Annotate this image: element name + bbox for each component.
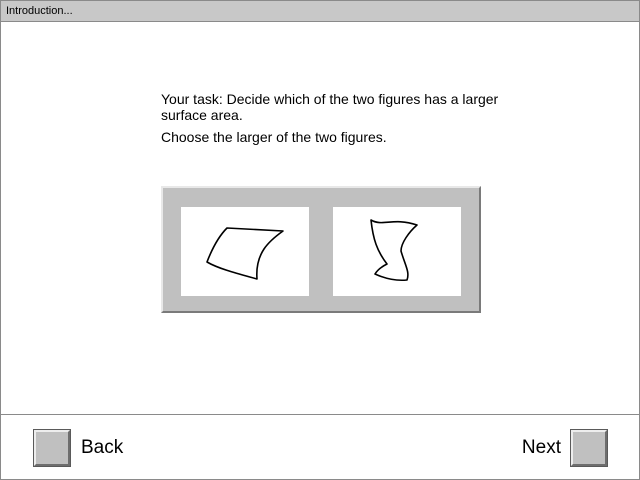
next-button[interactable] [571, 430, 607, 466]
task-prompt: Choose the larger of the two figures. [161, 129, 387, 145]
task-description: Your task: Decide which of the two figures has a larger surface area. [161, 91, 499, 123]
task-instructions [161, 91, 501, 145]
next-label[interactable]: Next [521, 437, 561, 458]
footer-divider [1, 414, 639, 416]
figure-option-left[interactable] [181, 207, 309, 296]
title-bar [1, 1, 639, 22]
figure-choice-panel [161, 186, 481, 313]
back-button[interactable] [34, 430, 70, 466]
irregular-quadrilateral-figure [181, 207, 309, 296]
figure-option-right[interactable] [333, 207, 461, 296]
window-title: Introduction... [6, 5, 73, 17]
back-label[interactable]: Back [81, 437, 124, 458]
s-shaped-figure [333, 207, 461, 296]
